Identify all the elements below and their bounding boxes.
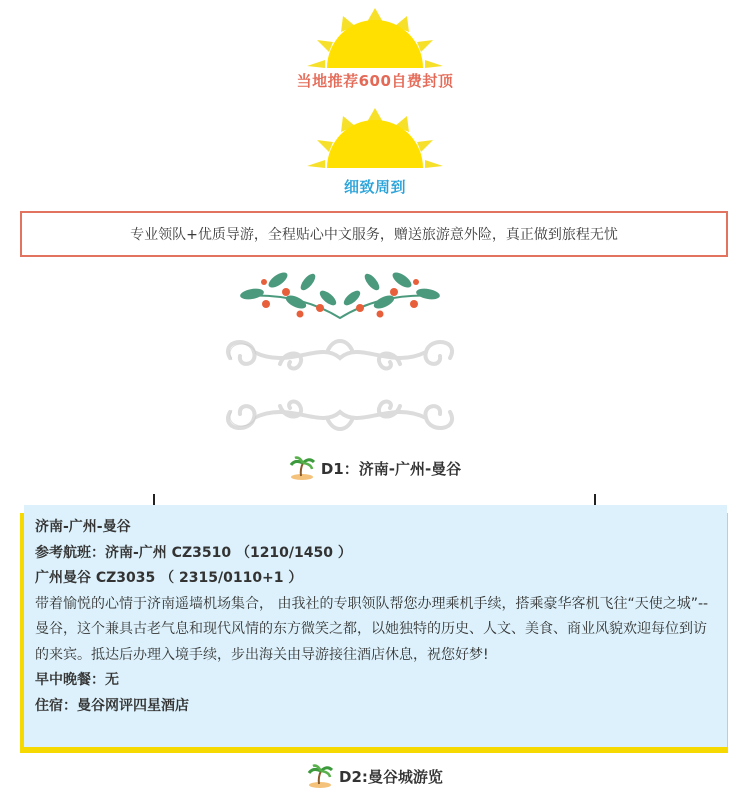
palm-island-icon [307,764,333,788]
recommend-banner-text: 当地推荐600自费封顶 [296,72,454,90]
sun-decoration-icon [305,8,445,68]
day1-heading [0,456,750,480]
hotel-info: 住宿：曼谷网评四星酒店 [35,697,189,714]
palm-island-icon [289,456,315,480]
service-tagline-text: 专业领队+优质导游，全程贴心中文服务，赠送旅游意外险，真正做到旅程无忧 [130,227,618,243]
day2-heading-text: D2:曼谷城游览 [339,767,443,786]
flight-info-2: 广州曼谷 CZ3035 （ 2315/0110+1 ） [35,570,303,586]
sun-decoration-icon [305,108,445,168]
meals-info: 早中晚餐：无 [35,672,119,688]
route-text: 济南-广州-曼谷 [35,519,131,535]
flight-info-1: 参考航班：济南-广州 CZ3510 （1210/1450 ） [35,544,352,561]
day-description: 带着愉悦的心情于济南遥墙机场集合， 由我社的专职领队帮您办理乘机手续，搭乘豪华客机飞往“天使之城”--曼谷，这个兼具古老气息和现代风情的东方微笑之都，以她独特的历史、人文、美食、商业风貌欢迎每位到访的来宾。抵达后办理入境手续，步出海关由导游接往酒店休息，祝您好梦! [35,595,709,663]
day1-heading-text: D1：济南-广州-曼谷 [320,459,462,478]
day1-itinerary-card [24,505,727,747]
leaf-garland-icon [238,268,442,324]
careful-banner-text: 细致周到 [343,178,406,196]
scroll-ornament-icon [210,330,470,440]
service-tagline-box [20,211,728,257]
day2-heading [0,764,750,788]
